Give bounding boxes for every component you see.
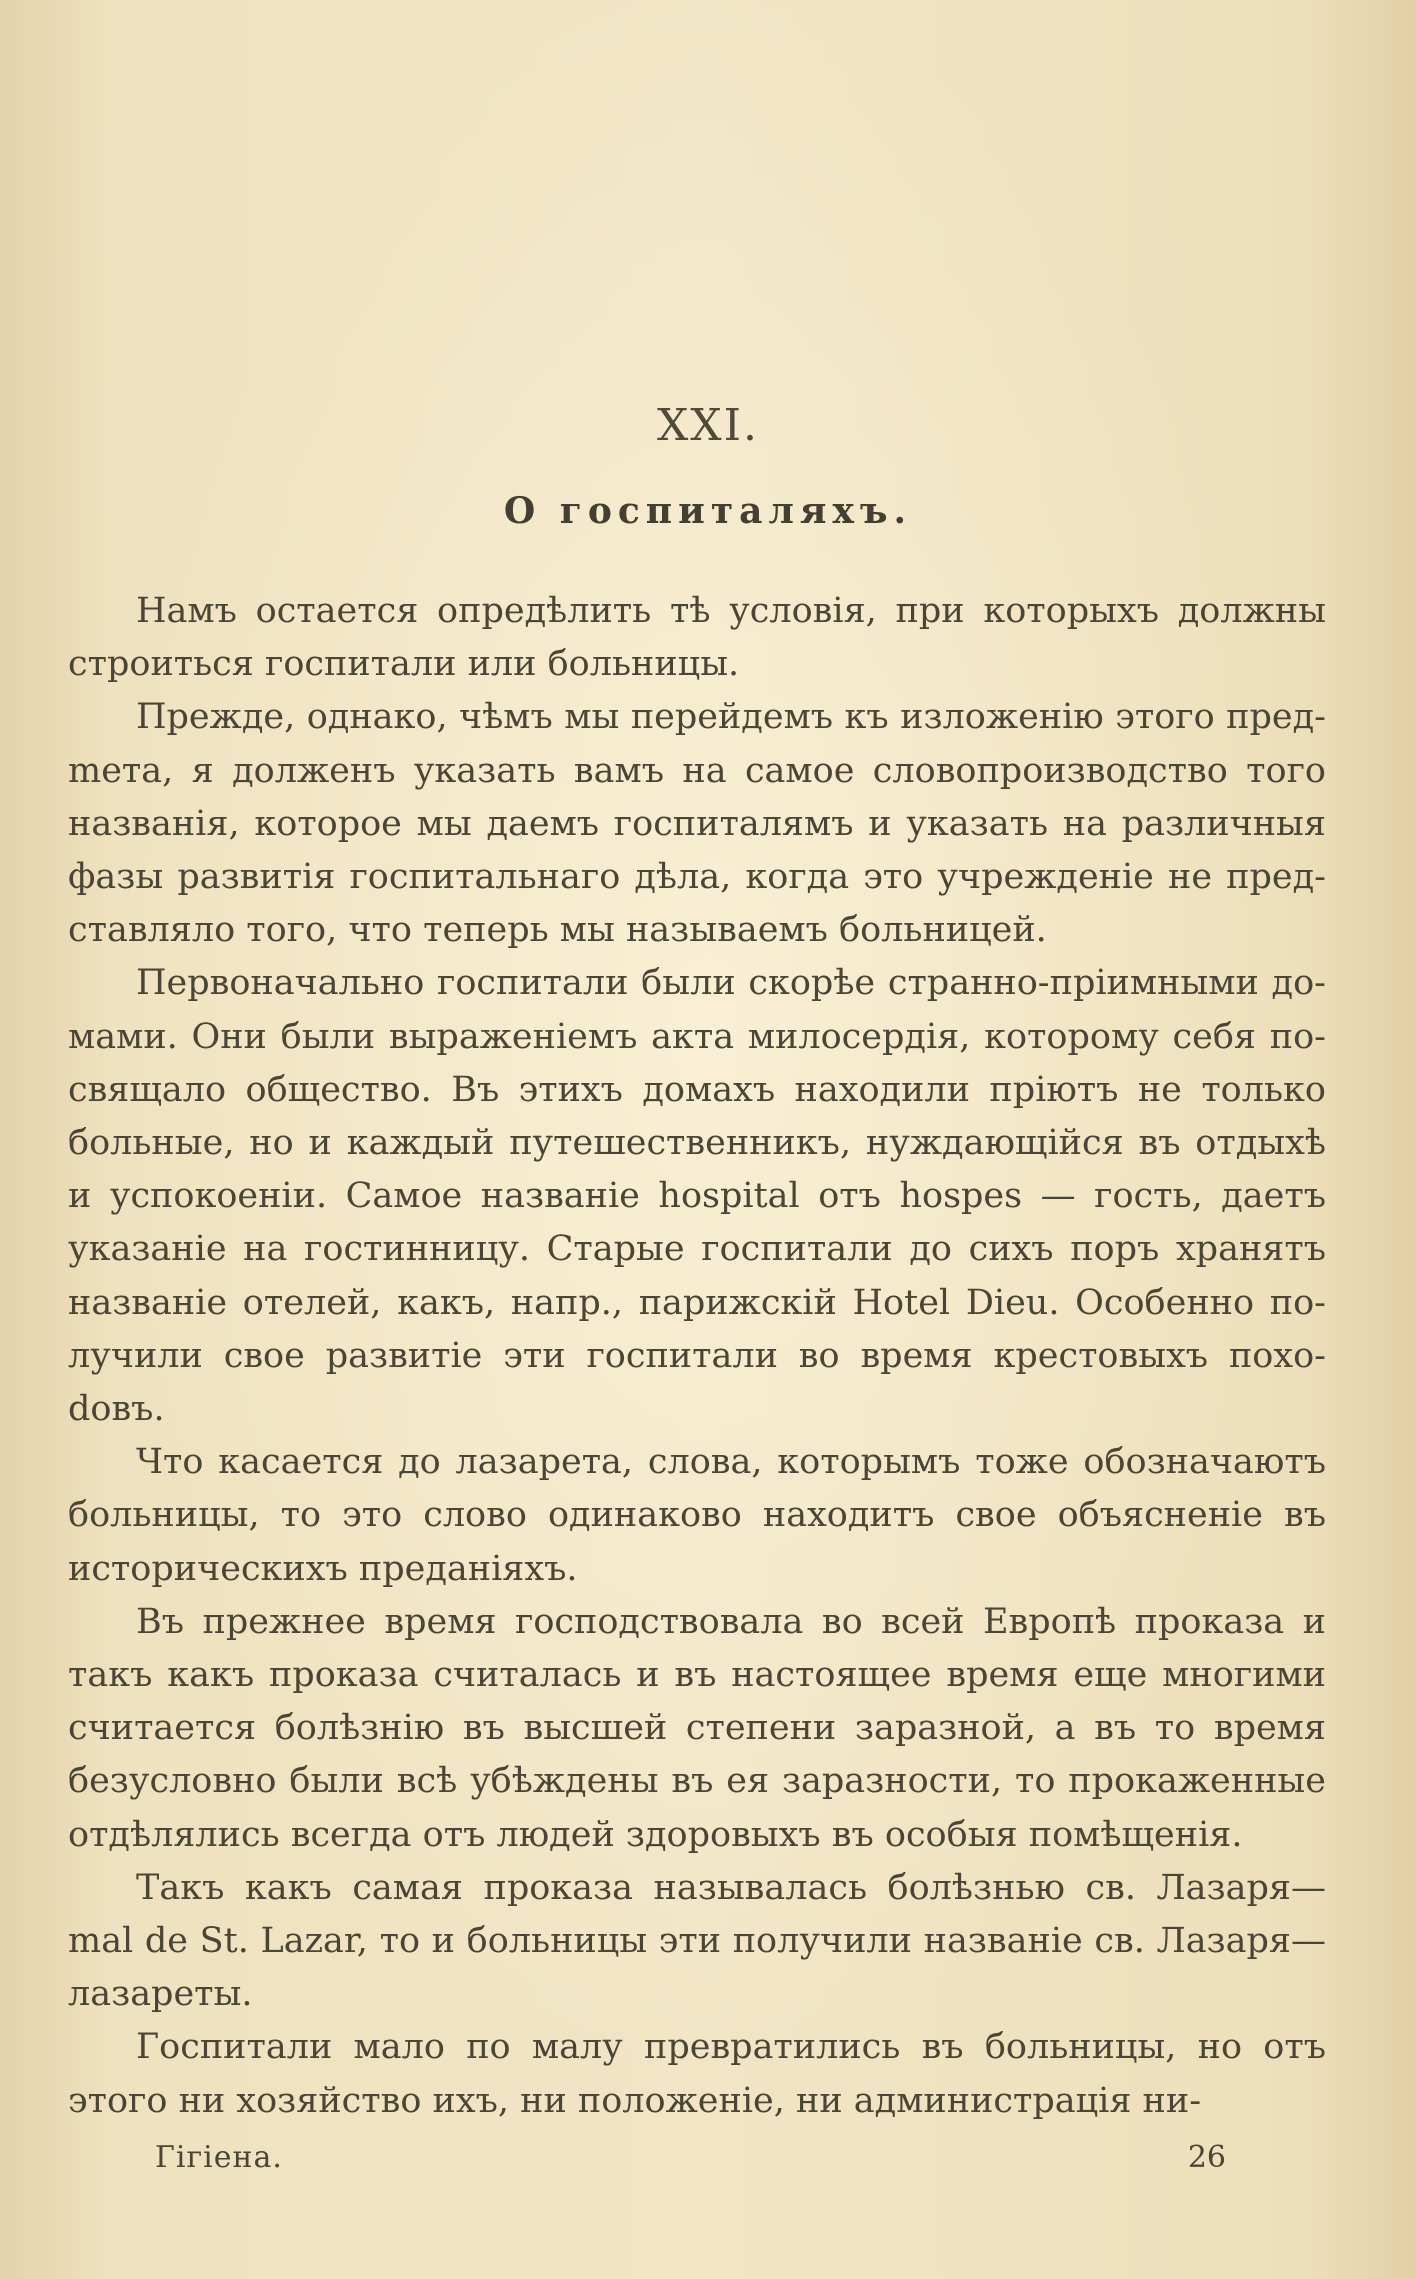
chapter-number: XXI. — [656, 400, 759, 451]
page-number: 26 — [1187, 2140, 1226, 2175]
paragraph: Намъ остается опредѣлить тѣ условія, при которыхъ должны строиться госпитали или больницы. — [68, 591, 1326, 685]
body-text — [68, 585, 1326, 2128]
paragraph: Прежде, однако, чѣмъ мы перейдемъ къ изложенію этого предmета, я долженъ указать вамъ на самое словопроизводство того названія, которое мы даемъ госпиталямъ и указать на различныя фазы развитія госпитальнаго дѣла, когда это учрежденіе не представляло того, что теперь мы называемъ больницей. — [68, 697, 1326, 951]
paragraph: Первоначально госпитали были скорѣе странно-пріимными домами. Они были выраженіемъ акта милосердія, которому себя посвящало общество. Въ этихъ домахъ находили пріютъ не только больные, но и каждый путешественникъ, нуждающійся въ отдыхѣ и успокоеніи. Самое названіе hospital отъ hospes — гость, даетъ указаніе на гостинницу. Старые госпитали до сихъ поръ хранятъ названіе отелей, какъ, напр., парижскій Hotel Dieu. Особенно получили свое развитіе эти госпитали во время крестовыхъ похоdовъ. — [68, 963, 1326, 1430]
paragraph: Что касается до лазарета, слова, которымъ тоже обозначаютъ больницы, то это слово одинаково находитъ свое объясненіе въ историческихъ преданіяхъ. — [68, 1442, 1326, 1589]
paragraph: Госпитали мало по малу превратились въ больницы, но отъ этого ни хозяйство ихъ, ни положеніе, ни администрація ни- — [68, 2027, 1326, 2121]
paragraph: Въ прежнее время господствовала во всей Европѣ проказа и такъ какъ проказа считалась и въ настоящее время еще многими считается болѣзнію въ высшей степени заразной, а въ то время безусловно были всѣ убѣждены въ ея заразности, то прокаженные отдѣлялись всегда отъ людей здоровыхъ въ особыя помѣщенія. — [68, 1601, 1326, 1855]
paragraph: Такъ какъ самая проказа называлась болѣзнью св. Лазаря— mal de St. Lazar, то и больницы эти получили названіе св. Лазаря—лазареты. — [68, 1867, 1326, 2015]
chapter-title: О госпиталяхъ. — [503, 490, 913, 532]
running-footer-title: Гігіена. — [155, 2140, 283, 2175]
